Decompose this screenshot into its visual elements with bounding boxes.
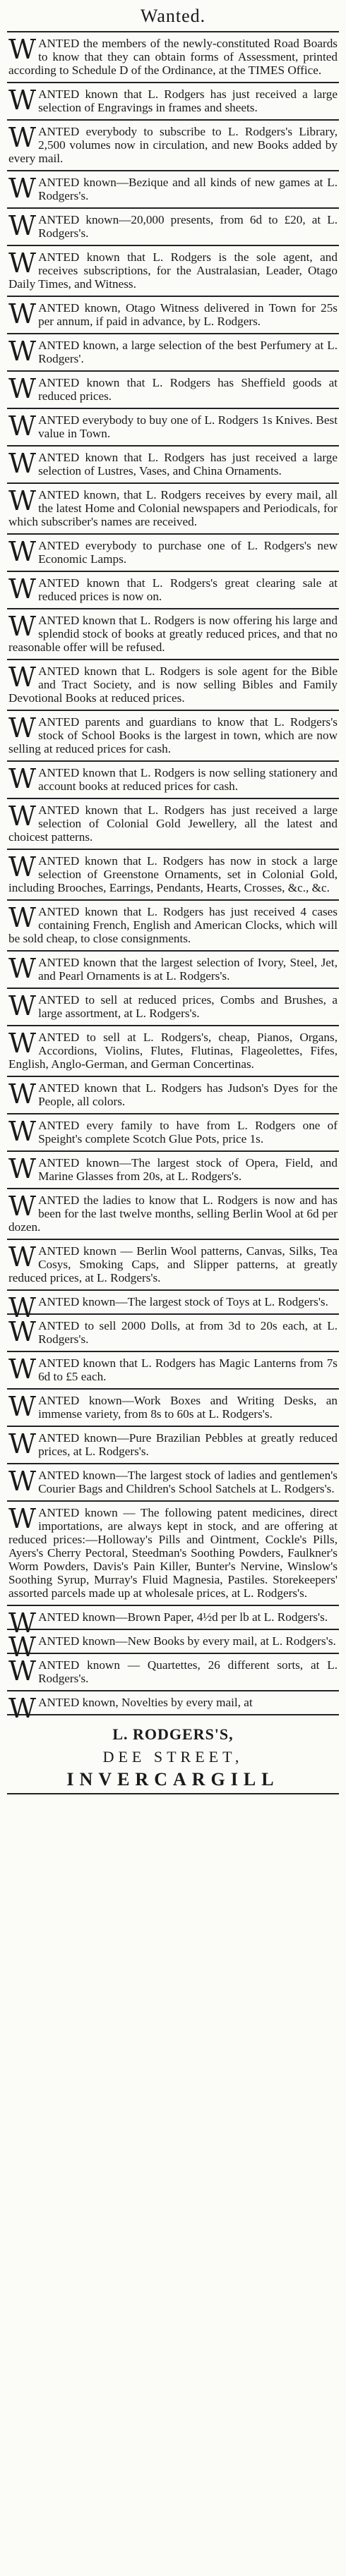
classified-ad: WANTED known that L. Rodgers has just received 4 cases containing French, English and American Clocks, which will be sold cheap, to close consignments.: [7, 901, 339, 952]
classified-ad: WANTED everybody to purchase one of L. Rodgers's new Economic Lamps.: [7, 535, 339, 572]
classified-ad: WANTED known — Quartettes, 26 different sorts, at L. Rodgers's.: [7, 1654, 339, 1691]
classified-ad: WANTED every family to have from L. Rodgers one of Speight's complete Scotch Glue Pots, price 1s.: [7, 1114, 339, 1152]
classified-ad: WANTED to sell at L. Rodgers's, cheap, Pianos, Organs, Accordions, Violins, Flutes, Flutinas, Flageolettes, Fifes, English, Anglo-German, and German Concertinas.: [7, 1026, 339, 1077]
classified-ad: WANTED known that L. Rodgers's great clearing sale at reduced prices is now on.: [7, 572, 339, 609]
classified-ad: WANTED the members of the newly-constituted Road Boards to know that they can obtain forms of Assessment, printed according to Schedule D of the Ordinance, at the TIMES Office.: [7, 32, 339, 83]
advertiser-town: INVERCARGILL: [66, 1769, 280, 1790]
classified-ad: WANTED known that L. Rodgers has Judson's Dyes for the People, all colors.: [7, 1077, 339, 1114]
classified-ad: WANTED known that L. Rodgers is the sole agent, and receives subscriptions, for the Australasian, Leader, Otago Daily Times, and Witness.: [7, 246, 339, 297]
classified-ad: WANTED known that the largest selection of Ivory, Steel, Jet, and Pearl Ornaments is at L. Rodgers's.: [7, 952, 339, 989]
ads-list: [7, 32, 339, 1724]
classified-ad: WANTED known, Novelties by every mail, at: [7, 1691, 339, 1715]
classified-ad: WANTED known—Work Boxes and Writing Desks, an immense variety, from 8s to 60s at L. Rodgers's.: [7, 1390, 339, 1427]
classified-ad: WANTED known—Pure Brazilian Pebbles at greatly reduced prices, at L. Rodgers's.: [7, 1427, 339, 1464]
classified-ad: WANTED known, that L. Rodgers receives by every mail, all the latest Home and Colonial newspapers and Periodicals, for which subscriber's names are received.: [7, 484, 339, 535]
classified-ad: WANTED known—20,000 presents, from 6d to £20, at L. Rodgers's.: [7, 209, 339, 246]
classified-ad: WANTED known—The largest stock of ladies and gentlemen's Courier Bags and Children's School Satchels at L. Rodgers's.: [7, 1464, 339, 1502]
classified-ad: WANTED known that L. Rodgers has Magic Lanterns from 7s 6d to £5 each.: [7, 1352, 339, 1390]
classified-ad: WANTED known, a large selection of the best Perfumery at L. Rodgers'.: [7, 334, 339, 372]
classified-ad: WANTED known that L. Rodgers has just received a large selection of Colonial Gold Jewellery, all the latest and choicest patterns.: [7, 799, 339, 850]
classified-ad: WANTED known — Berlin Wool patterns, Canvas, Silks, Tea Cosys, Smoking Caps, and Slipper patterns, at greatly reduced prices, at L. Rodgers's.: [7, 1240, 339, 1291]
classified-ad: WANTED known that L. Rodgers is sole agent for the Bible and Tract Society, and is now selling Bibles and Family Devotional Books at reduced prices.: [7, 660, 339, 711]
classified-ad: WANTED parents and guardians to know that L. Rodgers's stock of School Books is the largest in town, which are now selling at reduced prices for cash.: [7, 711, 339, 762]
advertiser-footer: [7, 1715, 339, 1794]
wanted-column: [7, 0, 339, 1794]
advertiser-street: DEE STREET,: [102, 1748, 244, 1766]
classified-ad: WANTED known that L. Rodgers has now in stock a large selection of Greenstone Ornaments, set in Colonial Gold, including Brooches, Earrings, Pendants, Hearts, Crosses, &c., &c.: [7, 850, 339, 901]
classified-ad: WANTED everybody to buy one of L. Rodgers 1s Knives. Best value in Town.: [7, 409, 339, 446]
classified-ad: WANTED known that L. Rodgers has Sheffield goods at reduced prices.: [7, 372, 339, 409]
classified-ad: WANTED known — The following patent medicines, direct importations, are always kept in stock, and are offering at reduced prices:—Holloway's Pills and Ointment, Cockle's Pills, Ayers's Cherry Pectoral, Steedman's Soothing Powders, Faulkner's Worm Powders, Davis's Pain Killer, Bunter's Nervine, Winslow's Soothing Syrup, Murray's Fluid Magnesia, Pastiles. Storekeepers' assorted parcels made up at wholesale prices, at L. Rodgers's.: [7, 1502, 339, 1606]
classified-ad: WANTED known, Otago Witness delivered in Town for 25s per annum, if paid in advance, by L. Rodgers.: [7, 297, 339, 334]
classified-ad: WANTED known that L. Rodgers has just received a large selection of Lustres, Vases, and China Ornaments.: [7, 446, 339, 484]
classified-ad: WANTED everybody to subscribe to L. Rodgers's Library, 2,500 volumes now in circulation, and new Books added by every mail.: [7, 121, 339, 171]
classified-ad: WANTED known—New Books by every mail, at L. Rodgers's.: [7, 1630, 339, 1654]
advertiser-name: L. RODGERS'S,: [112, 1725, 234, 1743]
classified-ad: WANTED to sell at reduced prices, Combs and Brushes, a large assortment, at L. Rodgers's.: [7, 989, 339, 1026]
divider: [7, 1793, 339, 1794]
classified-ad: WANTED known—The largest stock of Opera, Field, and Marine Glasses from 20s, at L. Rodgers's.: [7, 1152, 339, 1189]
section-heading: Wanted.: [7, 4, 339, 32]
classified-ad: WANTED known that L. Rodgers has just received a large selection of Engravings in frames and sheets.: [7, 83, 339, 121]
classified-ad: WANTED known that L. Rodgers is now offering his large and splendid stock of books at greatly reduced prices, and that no reasonable offer will be refused.: [7, 609, 339, 660]
classified-ad: WANTED the ladies to know that L. Rodgers is now and has been for the last twelve months, selling Berlin Wool at 6d per dozen.: [7, 1189, 339, 1240]
classified-ad: WANTED known—The largest stock of Toys at L. Rodgers's.: [7, 1291, 339, 1315]
classified-ad: WANTED known that L. Rodgers is now selling stationery and account books at reduced prices for cash.: [7, 762, 339, 799]
classified-ad: WANTED to sell 2000 Dolls, at from 3d to 20s each, at L. Rodgers's.: [7, 1315, 339, 1352]
classified-ad: WANTED known—Bezique and all kinds of new games at L. Rodgers's.: [7, 171, 339, 209]
classified-ad: WANTED known—Brown Paper, 4½d per lb at L. Rodgers's.: [7, 1606, 339, 1630]
